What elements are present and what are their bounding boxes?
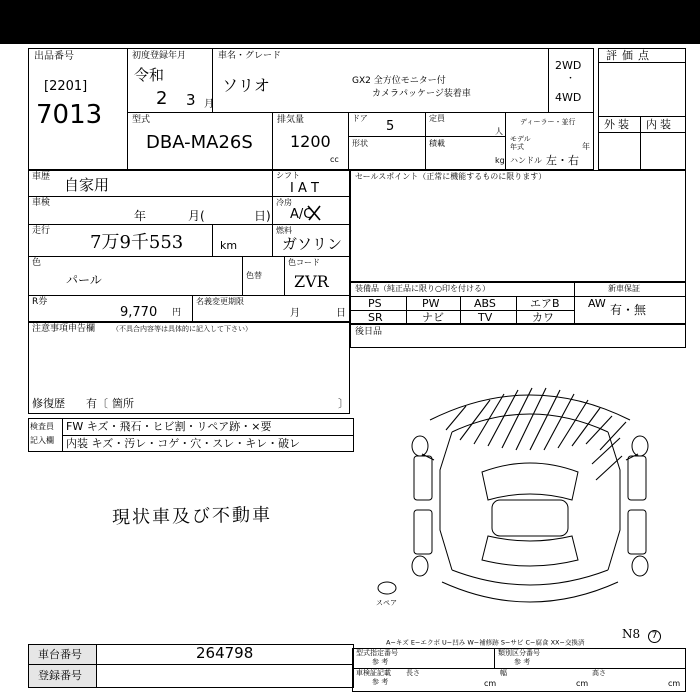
venue-code: [2201] (44, 79, 88, 94)
model-year-label2: 年式 (510, 143, 524, 151)
ac-check-mark (306, 204, 322, 222)
color-change-label: 色替 (246, 271, 262, 280)
doors-label: ドア (352, 114, 368, 123)
recycle-value: 9,770 (120, 305, 158, 320)
checker-row-2: 内装 キズ・汚レ・コゲ・穴・スレ・キレ・破レ (66, 437, 301, 450)
new-warranty-value: 有・無 (610, 303, 647, 317)
doors-value: 5 (386, 119, 395, 134)
registration-era: 令和 (134, 66, 165, 84)
damage-legend: A−キズ E−エクボ U−凹み W−補修跡 S−サビ C−腐食 XX−交換済 (386, 639, 585, 647)
header-block (28, 48, 594, 170)
shift-value: I A T (290, 181, 319, 196)
mileage-unit: km (220, 239, 238, 252)
equip-airbag: エアB (530, 297, 560, 310)
chassis-value: 264798 (196, 644, 254, 662)
size-label: 車検証記載 (356, 669, 391, 677)
color-code-label: 色コード (288, 258, 320, 267)
sales-point-label: セールスポイント（正常に機能するものに限ります） (355, 172, 547, 181)
spare-label: スペア (376, 599, 397, 607)
capacity-unit: 人 (495, 127, 503, 136)
history-value: 自家用 (64, 176, 110, 194)
equip-sr: SR (368, 311, 383, 324)
ac-value: A/C (290, 207, 313, 222)
score-block (598, 48, 686, 170)
inspection-month-label: 月( (188, 209, 205, 223)
history-label: 車歴 (32, 172, 51, 182)
capacity-label: 定員 (429, 114, 445, 123)
displacement-value: 1200 (290, 132, 331, 151)
mileage-value: 7万9千553 (90, 232, 184, 253)
checker-label-2: 記入欄 (30, 436, 54, 445)
length-label: 長さ (406, 669, 420, 677)
dealer-label: ディーラー・並行 (520, 118, 576, 126)
class-sub: 参 考 (514, 658, 531, 666)
after-item-label: 後日品 (355, 327, 383, 337)
height-label: 高さ (592, 669, 606, 677)
deadline-label: 名義変更期限 (196, 297, 244, 306)
car-diagram (400, 360, 660, 620)
cert-sub: 参 考 (372, 658, 389, 666)
inspection-label: 車検 (32, 198, 51, 208)
equip-abs: ABS (474, 297, 496, 310)
lot-label: 出品番号 (34, 51, 74, 62)
model-year-label1: モデル (510, 135, 531, 143)
notes-label: 注意事項申告欄 (32, 324, 96, 334)
handle-value: 左・右 (546, 154, 579, 167)
registration-month-unit: 月 (204, 99, 214, 110)
recycle-label: R券 (32, 297, 48, 307)
corner-circle: 7 (648, 630, 661, 643)
size-sub: 参 考 (372, 678, 389, 686)
inspection-day-label: 日) (254, 209, 271, 223)
load-unit: kg (495, 156, 505, 165)
equip-aw: AW (588, 297, 606, 310)
equip-leather: カワ (532, 311, 554, 324)
vehicle-grade-line1: GX2 全方位モニター付 (352, 76, 446, 86)
fuel-label: 燃料 (276, 226, 292, 235)
equipment-label: 装備品（純正品に限り○印を付ける） (355, 284, 490, 293)
ac-label: 冷房 (276, 198, 292, 207)
model-year-unit: 年 (582, 142, 590, 151)
mileage-label: 走行 (32, 226, 51, 236)
color-code-value: ZVR (294, 272, 329, 291)
spare-tire-icon (376, 580, 398, 596)
handwritten-note: 現状車及び不動車 (111, 504, 273, 529)
vehicle-name: ソリオ (222, 76, 270, 95)
deadline-month: 月 (290, 308, 300, 319)
inspection-year-label: 年 (134, 209, 147, 223)
repair-label: 修復歴 (32, 397, 65, 410)
corner-mark: N8 (622, 627, 641, 641)
handle-label: ハンドル (510, 156, 542, 165)
sales-point-box (350, 170, 686, 282)
color-value: パール (66, 273, 102, 287)
register-label: 登録番号 (38, 669, 82, 682)
height-unit: cm (668, 679, 681, 688)
after-item-box (350, 324, 686, 348)
deadline-day: 日 (336, 308, 346, 319)
vehicle-grade-line2: カメラパッケージ装着車 (372, 89, 471, 99)
notes-box (28, 322, 350, 414)
load-label: 積載 (429, 139, 445, 148)
equip-ps: PS (368, 297, 382, 310)
color-label: 色 (32, 258, 42, 268)
registration-month: 3 (186, 91, 196, 109)
vehicle-name-label: 車名・グレード (218, 51, 282, 61)
length-unit: cm (484, 679, 497, 688)
registration-label: 初度登録年月 (132, 51, 187, 61)
exterior-score-label: 外装 (604, 118, 632, 131)
shift-label: シフト (276, 171, 300, 180)
displacement-label: 排気量 (277, 115, 305, 125)
fuel-value: ガソリン (282, 235, 343, 253)
notes-sublabel: （不具合内容等は具体的に記入して下さい） (112, 325, 252, 333)
drive-dot: ・ (566, 74, 576, 84)
displacement-unit: cc (330, 155, 339, 164)
chassis-label: 車台番号 (38, 648, 82, 661)
lot-number: 7013 (36, 100, 103, 130)
drive-4wd: 4WD (555, 91, 582, 104)
registration-year: 2 (156, 88, 168, 109)
cert-label: 型式指定番号 (356, 649, 398, 657)
repair-value: 有〔 (86, 397, 108, 410)
repair-close: 〕 (338, 397, 349, 410)
new-warranty-label: 新車保証 (608, 284, 640, 293)
width-unit: cm (576, 679, 589, 688)
equip-tv: TV (478, 311, 493, 324)
class-label: 類別区分番号 (498, 649, 540, 657)
drive-2wd: 2WD (555, 59, 582, 72)
score-label: 評価点 (606, 49, 654, 62)
shape-label: 形状 (352, 139, 368, 148)
checker-row-1: FW キズ・飛石・ヒビ割・リペア跡・×要 (66, 420, 272, 433)
model-label: 型式 (132, 115, 151, 125)
top-black-bar (0, 0, 700, 44)
equip-pw: PW (422, 297, 440, 310)
recycle-unit: 円 (172, 308, 182, 318)
equip-navi: ナビ (422, 311, 444, 324)
checker-label-1: 検査員 (30, 422, 54, 431)
repair-suffix: 箇所 (112, 397, 134, 410)
model-value: DBA-MA26S (146, 132, 253, 153)
width-label: 幅 (500, 669, 507, 677)
interior-score-label: 内装 (646, 118, 674, 131)
